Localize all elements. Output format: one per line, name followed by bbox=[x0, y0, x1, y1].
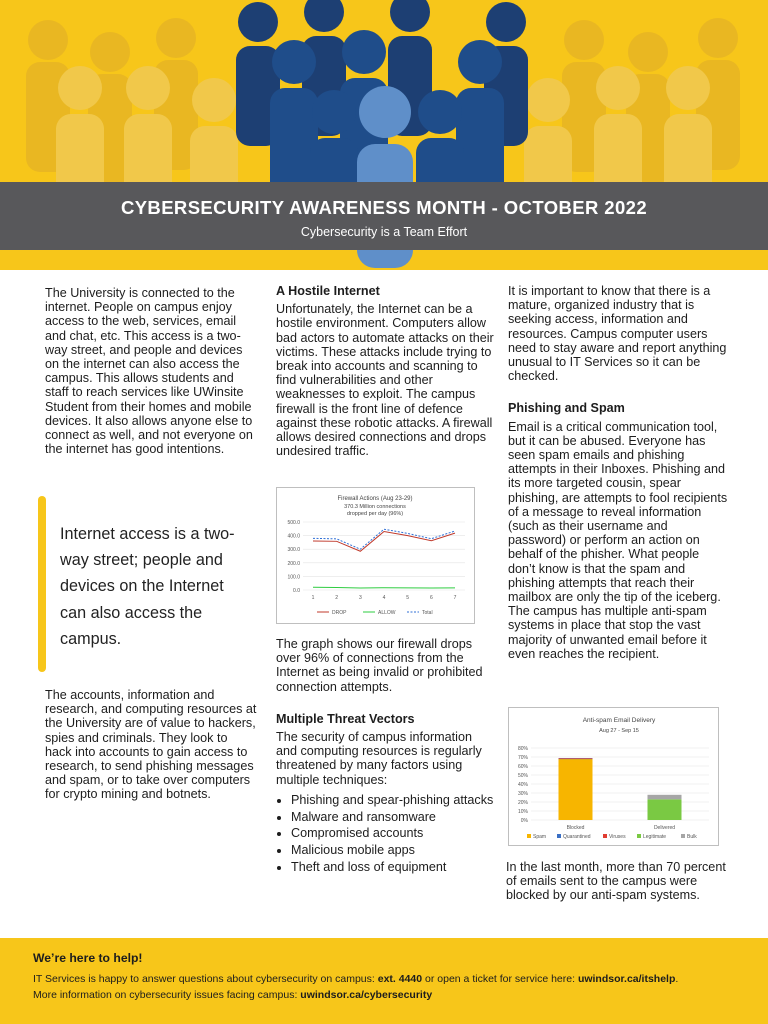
y-tick-label: 50% bbox=[517, 773, 528, 779]
legend-label: Legitimate bbox=[643, 834, 667, 840]
x-tick-label: Delivered bbox=[653, 825, 676, 831]
series-line-drop bbox=[313, 532, 455, 552]
intro-paragraph: The University is connected to the internet. People on campus enjoy access to the web, services, email and chat, etc. This access is a two-way street, and people and devices on the internet can also access the campus. This allows students and staff to reach services like UWinsite Student from their homes and mobile devices. It also allows anyone else to connect as well, and not everyone on the internet has good intentions. bbox=[45, 286, 253, 457]
y-tick-label: 20% bbox=[517, 800, 528, 806]
legend-label: ALLOW bbox=[378, 610, 396, 616]
page-subtitle: Cybersecurity is a Team Effort bbox=[300, 225, 468, 239]
x-tick-label: Blocked bbox=[566, 825, 585, 831]
threat-list bbox=[276, 793, 496, 874]
x-tick-label: 2 bbox=[335, 595, 339, 601]
footer-text: IT Services is happy to answer questions about cybersecurity on campus: bbox=[33, 973, 378, 985]
chart-subtitle: 370.3 Million connections bbox=[344, 504, 406, 510]
column-left-lower bbox=[45, 688, 257, 802]
itshelp-link[interactable]: uwindsor.ca/itshelp bbox=[577, 973, 676, 985]
firewall-chart bbox=[276, 487, 475, 624]
legend-swatch bbox=[603, 834, 607, 838]
chart-subtitle: Aug 27 - Sep 15 bbox=[599, 728, 639, 734]
title-band bbox=[0, 182, 768, 250]
antispam-caption: In the last month, more than 70 percent of emails sent to the campus were blocked by our anti-spam systems. bbox=[506, 860, 726, 903]
hostile-internet-paragraph: Unfortunately, the Internet can be a hostile environment. Computers allow bad actors to automate attacks on their victims. These attacks include trying to break into accounts and scanning to find vulnerabilities and other weaknesses to exploit. The campus firewall is the front line of defence against these robotic attacks. A firewall allows desired connections and drops undesired traffic. bbox=[276, 302, 494, 459]
bar-legitimate bbox=[648, 799, 682, 820]
page-title: CYBERSECURITY AWARENESS MONTH - OCTOBER 2022 bbox=[120, 197, 648, 218]
x-tick-label: 7 bbox=[453, 595, 457, 601]
column-right bbox=[508, 284, 728, 661]
legend-label: Viruses bbox=[609, 834, 626, 840]
antispam-chart bbox=[508, 707, 719, 846]
y-tick-label: 500.0 bbox=[287, 520, 300, 526]
y-tick-label: 300.0 bbox=[287, 547, 300, 554]
firewall-chart-svg bbox=[277, 488, 474, 623]
heading-hostile-internet: A Hostile Internet bbox=[276, 284, 380, 298]
chart-title: Firewall Actions (Aug 23-29) bbox=[337, 496, 413, 502]
series-line-total bbox=[313, 529, 455, 549]
legend-swatch bbox=[681, 834, 685, 838]
legend-label: Bulk bbox=[687, 834, 697, 840]
legend-swatch bbox=[637, 834, 641, 838]
column-right-lower bbox=[506, 860, 726, 903]
firewall-caption: The graph shows our firewall drops over 96% of connections from the Internet as being invalid or prohibited connection attempts. bbox=[276, 637, 483, 694]
y-tick-label: 0% bbox=[520, 818, 528, 824]
x-tick-label: 3 bbox=[358, 595, 362, 601]
y-tick-label: 60% bbox=[517, 764, 528, 770]
quote-accent-bar bbox=[38, 496, 46, 672]
y-tick-label: 200.0 bbox=[287, 560, 300, 567]
list-item: • Malicious mobile apps bbox=[291, 843, 496, 857]
cybersecurity-link[interactable]: uwindsor.ca/cybersecurity bbox=[300, 989, 433, 1001]
y-tick-label: 70% bbox=[517, 755, 528, 761]
threat-paragraph-a: The security of campus information bbox=[276, 730, 472, 745]
phishing-paragraph: Email is a critical communication tool, but it can be abused. Everyone has seen spam emails and phishing attempts in their Inboxes. Phishing and its more targeted cousin, spear phishing, are attempts to fool recipients of a message to reveal information (such as their username and password) or perform an action on behalf of the phisher. What people don’t know is that the spam and phishing attempts that reach their mailbox are only the tip of the iceberg. The campus has multiple anti-spam systems in place that stop the vast majority of unwanted email before it even reaches the recipient. bbox=[508, 419, 728, 661]
y-tick-label: 400.0 bbox=[287, 533, 300, 540]
chart-subtitle: dropped per day (96%) bbox=[346, 511, 404, 517]
x-tick-label: 5 bbox=[406, 595, 410, 601]
column-left bbox=[45, 286, 257, 456]
bar-spam bbox=[559, 759, 593, 820]
y-tick-label: 80% bbox=[517, 746, 528, 752]
x-tick-label: 4 bbox=[382, 595, 386, 601]
phone-extension: ext. 4440 bbox=[377, 973, 423, 985]
series-line-allow bbox=[313, 587, 455, 588]
chart-title: Anti-spam Email Delivery bbox=[582, 717, 656, 724]
footer-line-contact bbox=[33, 973, 678, 985]
bar-bulk bbox=[648, 795, 682, 800]
footer-text: or open a ticket for service here: bbox=[422, 973, 578, 985]
x-tick-label: 6 bbox=[429, 595, 433, 601]
y-tick-label: 0.0 bbox=[293, 588, 300, 594]
value-paragraph: The accounts, information and research, and computing resources at the University are of value to hackers, spies and criminals. They look to hack into accounts to gain access to research, to send phishing messages and spam, or to take over computers for crypto mining and botnets. bbox=[45, 688, 257, 802]
list-item: • Phishing and spear-phishing attacks bbox=[291, 793, 496, 807]
threat-paragraph-b: and computing resources is regularly threatened by many factors using multiple techniques: bbox=[276, 744, 482, 787]
column-middle bbox=[276, 284, 496, 458]
footer-heading: We’re here to help! bbox=[33, 951, 143, 965]
antispam-chart-svg bbox=[509, 708, 718, 845]
y-tick-label: 40% bbox=[517, 782, 528, 788]
footer-text: . bbox=[675, 973, 679, 985]
column-middle-lower bbox=[276, 637, 496, 877]
list-item: • Theft and loss of equipment bbox=[291, 860, 496, 874]
legend-label: DROP bbox=[332, 610, 347, 616]
bar-viruses bbox=[559, 758, 593, 759]
footer-line-info bbox=[33, 989, 432, 1001]
legend-label: Quarantined bbox=[563, 834, 591, 840]
list-item: • Compromised accounts bbox=[291, 826, 496, 840]
list-item: • Malware and ransomware bbox=[291, 810, 496, 824]
pull-quote bbox=[38, 496, 253, 672]
y-tick-label: 100.0 bbox=[287, 574, 300, 581]
y-tick-label: 10% bbox=[517, 809, 528, 815]
industry-paragraph: It is important to know that there is a mature, organized industry that is seeking access, information and resources. Campus computer users need to stay aware and report anything unusual to IT Services so it can be checked. bbox=[508, 284, 727, 384]
legend-label: Spam bbox=[533, 834, 547, 840]
legend-swatch bbox=[557, 834, 561, 838]
heading-threat-vectors: Multiple Threat Vectors bbox=[276, 711, 415, 726]
heading-phishing-spam: Phishing and Spam bbox=[508, 401, 625, 416]
legend-swatch bbox=[527, 834, 531, 838]
x-tick-label: 1 bbox=[311, 595, 315, 601]
y-tick-label: 30% bbox=[517, 791, 528, 797]
help-footer bbox=[0, 938, 768, 1024]
footer-text: More information on cybersecurity issues facing campus: bbox=[33, 989, 301, 1001]
pull-quote-text: Internet access is a two-way street; people and devices on the Internet can also access the campus. bbox=[60, 525, 235, 648]
legend-label: Total bbox=[422, 610, 433, 616]
